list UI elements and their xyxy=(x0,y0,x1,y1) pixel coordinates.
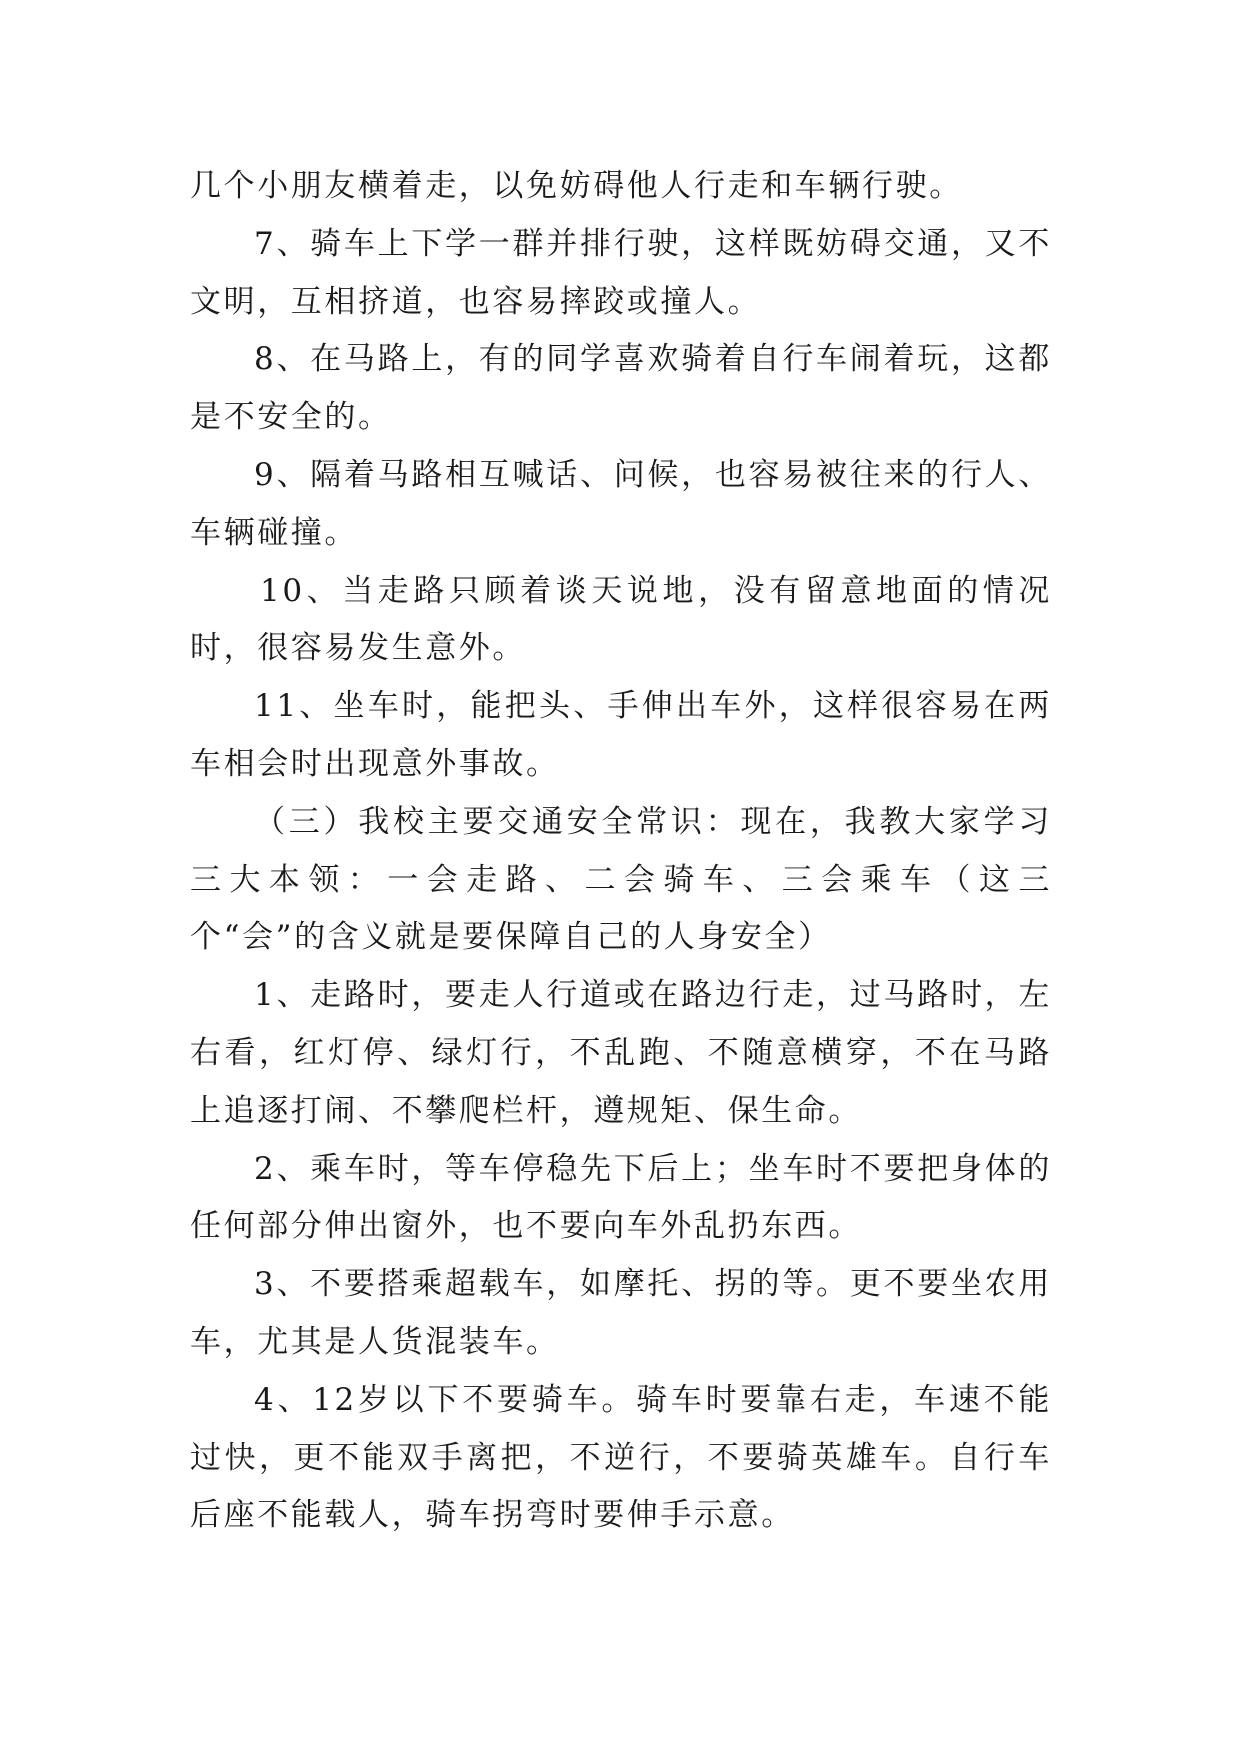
paragraph-rule-2: 2、乘车时，等车停稳先下后上；坐车时不要把身体的任何部分伸出窗外，也不要向车外乱扔东西。 xyxy=(190,1150,1052,1245)
document-body xyxy=(190,158,1052,1545)
paragraph-rule-1: 1、走路时，要走人行道或在路边行走，过马路时，左右看，红灯停、绿灯行，不乱跑、不随意横穿，不在马路上追逐打闹、不攀爬栏杆，遵规矩、保生命。 xyxy=(190,977,1052,1129)
paragraph-continuation: 几个小朋友横着走，以免妨碍他人行走和车辆行驶。 xyxy=(190,168,963,204)
paragraph-item-7: 7、骑车上下学一群并排行驶，这样既妨碍交通，又不文明，互相挤道，也容易摔跤或撞人。 xyxy=(190,225,1052,320)
paragraph-item-8: 8、在马路上，有的同学喜欢骑着自行车闹着玩，这都是不安全的。 xyxy=(190,341,1052,436)
paragraph-section-3: （三）我校主要交通安全常识：现在，我教大家学习三大本领：一会走路、二会骑车、三会乘车（这三个“会”的含义就是要保障自己的人身安全） xyxy=(190,803,1052,956)
paragraph-rule-4: 4、12岁以下不要骑车。骑车时要靠右走，车速不能过快，更不能双手离把，不逆行，不要骑英雄车。自行车后座不能载人，骑车拐弯时要伸手示意。 xyxy=(190,1381,1052,1534)
paragraph-item-9: 9、隔着马路相互喊话、问候，也容易被往来的行人、车辆碰撞。 xyxy=(190,456,1052,551)
paragraph-item-11: 11、坐车时，能把头、手伸出车外，这样很容易在两车相会时出现意外事故。 xyxy=(190,688,1052,782)
paragraph-rule-3: 3、不要搭乘超载车，如摩托、拐的等。更不要坐农用车，尤其是人货混装车。 xyxy=(190,1266,1052,1360)
paragraph-item-10: 10、当走路只顾着谈天说地，没有留意地面的情况时，很容易发生意外。 xyxy=(190,572,1052,667)
